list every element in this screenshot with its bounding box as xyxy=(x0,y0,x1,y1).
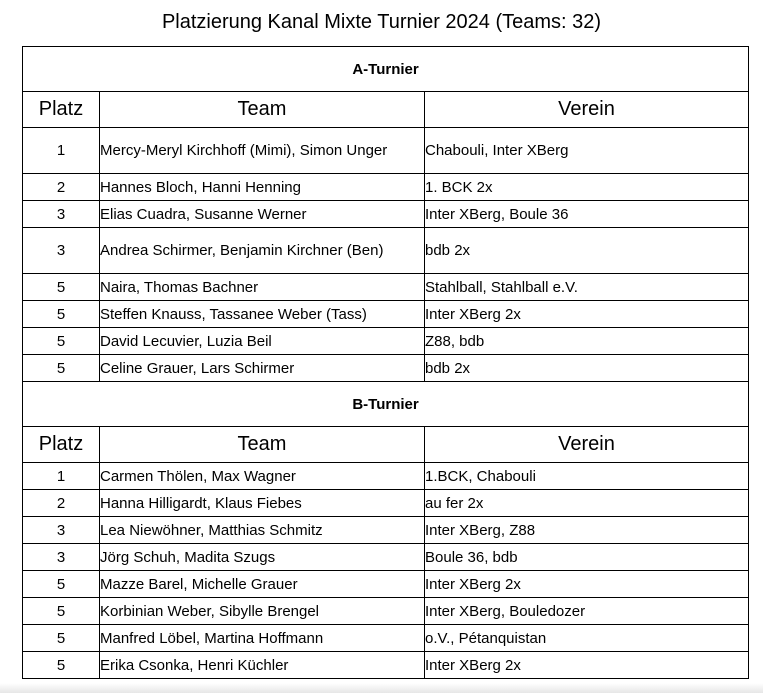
verein-cell: Stahlball, Stahlball e.V. xyxy=(425,274,749,301)
verein-cell: Inter XBerg, Bouledozer xyxy=(425,598,749,625)
header-row-b xyxy=(23,427,749,463)
platz-cell: 3 xyxy=(23,201,100,228)
team-cell: Manfred Löbel, Martina Hoffmann xyxy=(100,625,425,652)
table-row xyxy=(23,274,749,301)
platz-cell: 5 xyxy=(23,301,100,328)
platz-cell: 5 xyxy=(23,571,100,598)
platz-cell: 5 xyxy=(23,598,100,625)
verein-cell: Inter XBerg 2x xyxy=(425,652,749,679)
platz-cell: 5 xyxy=(23,652,100,679)
column-header-verein: Verein xyxy=(425,427,749,463)
verein-cell: au fer 2x xyxy=(425,490,749,517)
platz-cell: 5 xyxy=(23,328,100,355)
column-header-team: Team xyxy=(100,92,425,128)
team-cell: Erika Csonka, Henri Küchler xyxy=(100,652,425,679)
column-header-team: Team xyxy=(100,427,425,463)
platz-cell: 2 xyxy=(23,174,100,201)
platz-cell: 1 xyxy=(23,128,100,174)
page-bottom-edge xyxy=(0,683,763,693)
verein-cell: Z88, bdb xyxy=(425,328,749,355)
table-row xyxy=(23,328,749,355)
section-row-a xyxy=(23,47,749,92)
platz-cell: 3 xyxy=(23,517,100,544)
verein-cell: Inter XBerg 2x xyxy=(425,301,749,328)
team-cell: Naira, Thomas Bachner xyxy=(100,274,425,301)
platz-cell: 5 xyxy=(23,355,100,382)
platz-cell: 2 xyxy=(23,490,100,517)
verein-cell: Inter XBerg, Z88 xyxy=(425,517,749,544)
platz-cell: 3 xyxy=(23,544,100,571)
table-row xyxy=(23,598,749,625)
team-cell: Elias Cuadra, Susanne Werner xyxy=(100,201,425,228)
team-cell: Hanna Hilligardt, Klaus Fiebes xyxy=(100,490,425,517)
table-row xyxy=(23,517,749,544)
table-row xyxy=(23,355,749,382)
table-row xyxy=(23,301,749,328)
table-row xyxy=(23,463,749,490)
team-cell: Andrea Schirmer, Benjamin Kirchner (Ben) xyxy=(100,228,425,274)
team-cell: Hannes Bloch, Hanni Henning xyxy=(100,174,425,201)
section-row-b xyxy=(23,382,749,427)
platz-cell: 3 xyxy=(23,228,100,274)
team-cell: Celine Grauer, Lars Schirmer xyxy=(100,355,425,382)
verein-cell: Chabouli, Inter XBerg xyxy=(425,128,749,174)
table-row xyxy=(23,571,749,598)
table-row xyxy=(23,625,749,652)
section-heading-b: B-Turnier xyxy=(23,382,749,427)
team-cell: David Lecuvier, Luzia Beil xyxy=(100,328,425,355)
column-header-platz: Platz xyxy=(23,427,100,463)
table-row xyxy=(23,652,749,679)
verein-cell: bdb 2x xyxy=(425,355,749,382)
team-cell: Mercy-Meryl Kirchhoff (Mimi), Simon Unger xyxy=(100,128,425,174)
verein-cell: 1.BCK, Chabouli xyxy=(425,463,749,490)
team-cell: Jörg Schuh, Madita Szugs xyxy=(100,544,425,571)
results-table xyxy=(22,46,749,679)
team-cell: Lea Niewöhner, Matthias Schmitz xyxy=(100,517,425,544)
verein-cell: Boule 36, bdb xyxy=(425,544,749,571)
column-header-verein: Verein xyxy=(425,92,749,128)
platz-cell: 5 xyxy=(23,625,100,652)
column-header-platz: Platz xyxy=(23,92,100,128)
verein-cell: bdb 2x xyxy=(425,228,749,274)
table-row xyxy=(23,490,749,517)
table-row xyxy=(23,228,749,274)
verein-cell: o.V., Pétanquistan xyxy=(425,625,749,652)
table-row xyxy=(23,128,749,174)
page-title: Platzierung Kanal Mixte Turnier 2024 (Teams: 32) xyxy=(161,11,602,33)
table-row xyxy=(23,544,749,571)
section-heading-a: A-Turnier xyxy=(23,47,749,92)
table-row xyxy=(23,201,749,228)
team-cell: Korbinian Weber, Sibylle Brengel xyxy=(100,598,425,625)
team-cell: Carmen Thölen, Max Wagner xyxy=(100,463,425,490)
team-cell: Steffen Knauss, Tassanee Weber (Tass) xyxy=(100,301,425,328)
platz-cell: 5 xyxy=(23,274,100,301)
header-row-a xyxy=(23,92,749,128)
team-cell: Mazze Barel, Michelle Grauer xyxy=(100,571,425,598)
verein-cell: Inter XBerg 2x xyxy=(425,571,749,598)
platz-cell: 1 xyxy=(23,463,100,490)
table-row xyxy=(23,174,749,201)
verein-cell: Inter XBerg, Boule 36 xyxy=(425,201,749,228)
verein-cell: 1. BCK 2x xyxy=(425,174,749,201)
